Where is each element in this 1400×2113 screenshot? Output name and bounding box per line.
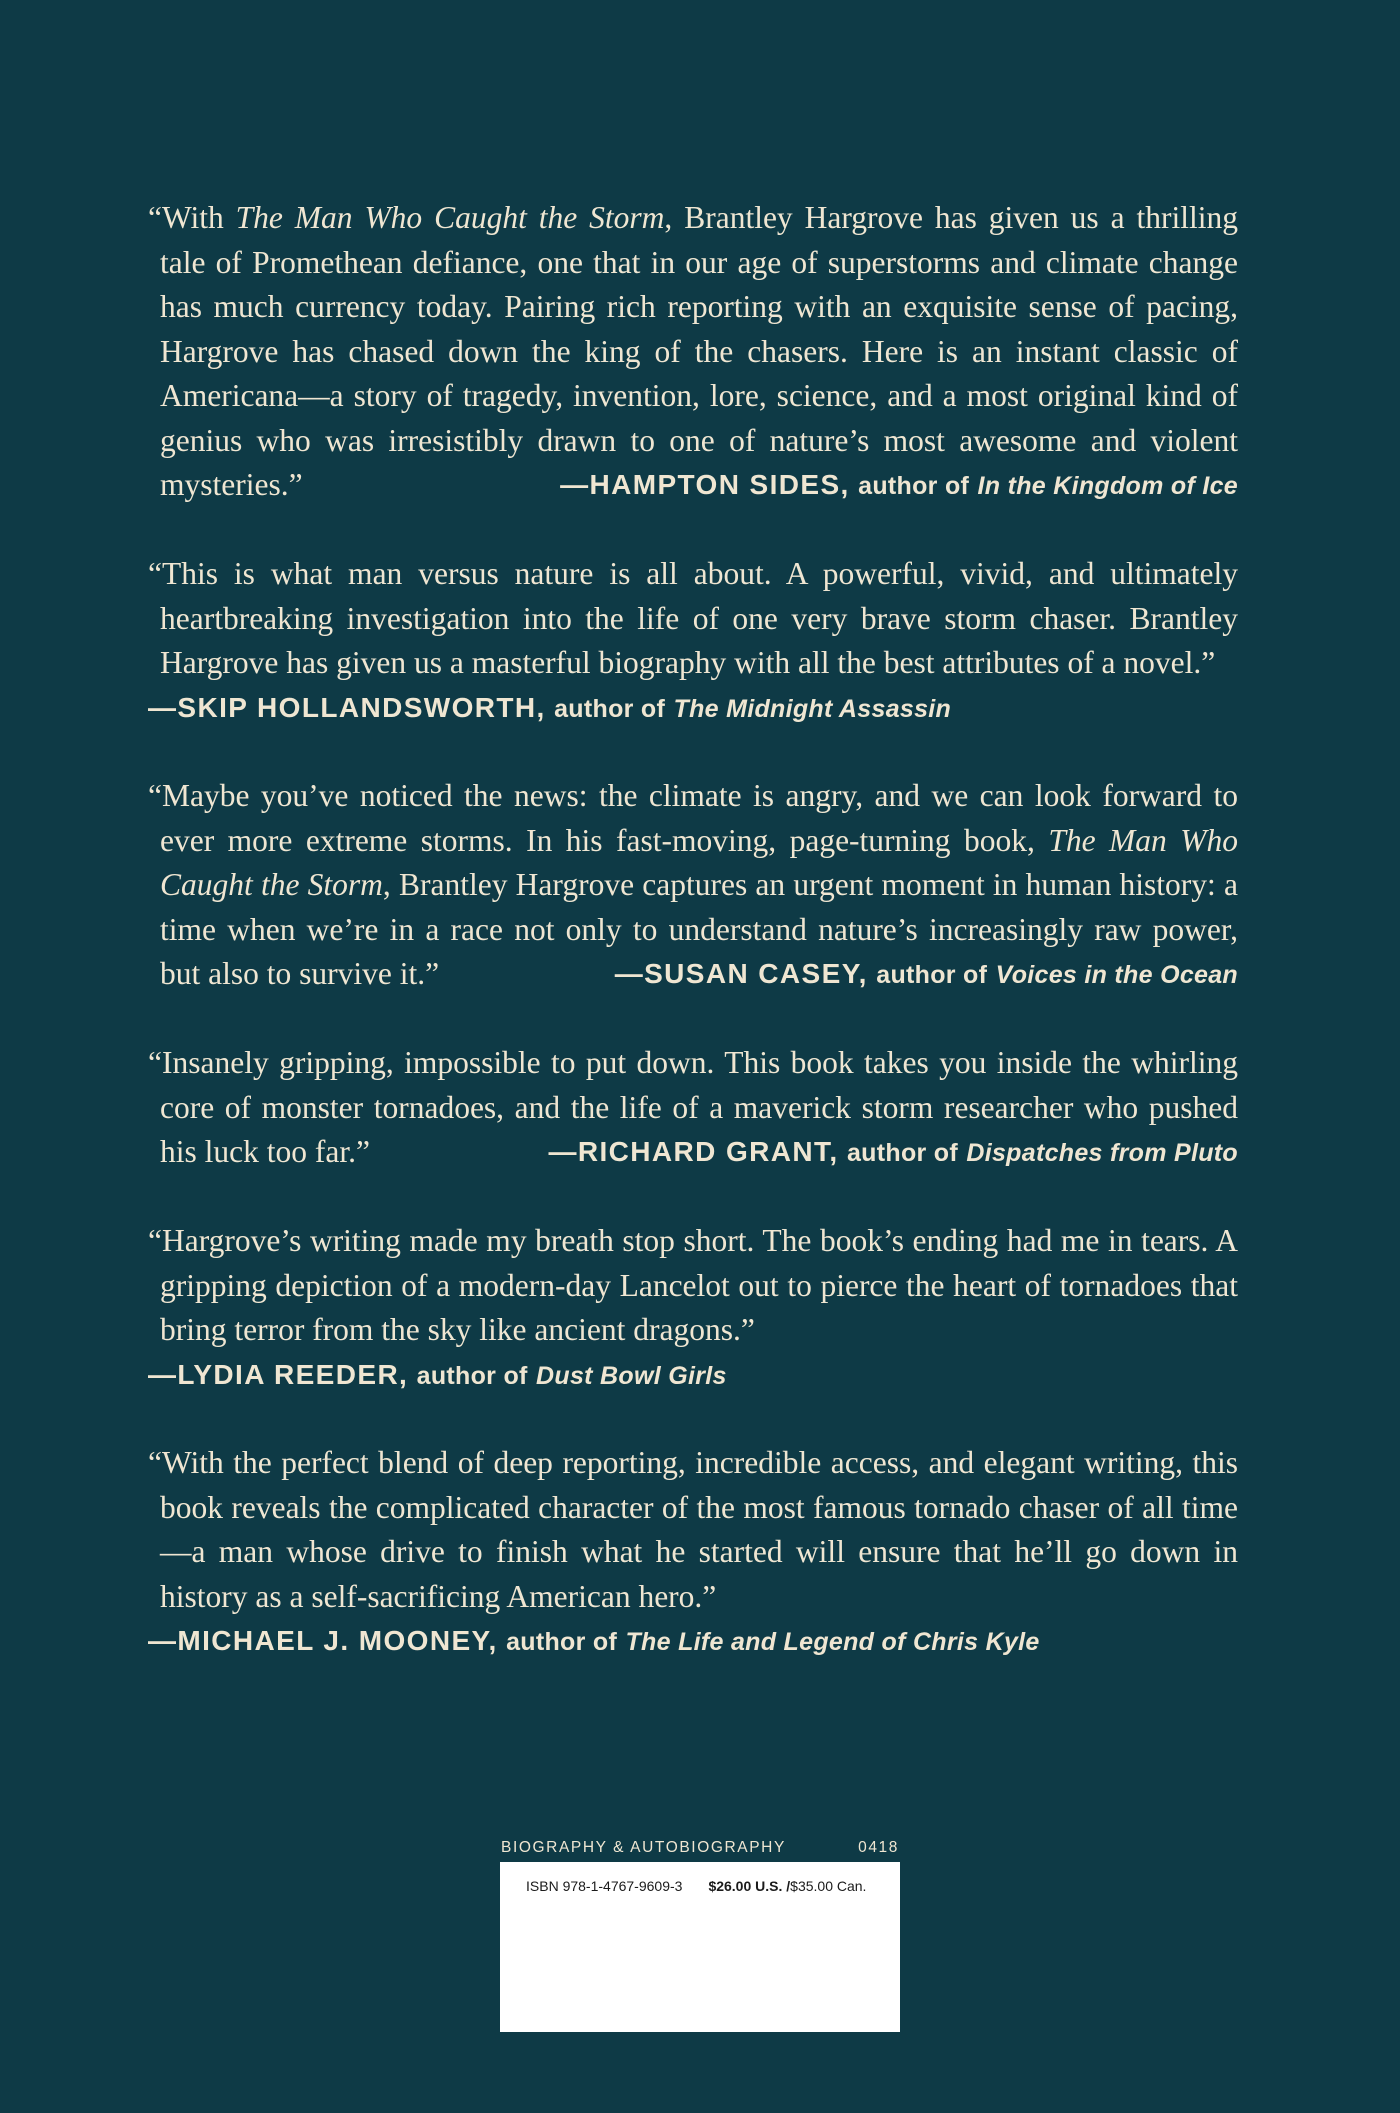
blurb-text bbox=[148, 774, 1238, 997]
blurb-text-end: , Brantley Hargrove captures an urgent moment in human history: a time when we’re in a race not only to understand nature’s increasingly raw power, but also to survive it.” bbox=[160, 867, 1238, 991]
author-work: Dust Bowl Girls bbox=[536, 1361, 727, 1390]
blurb-text: “This is what man versus nature is all about. A powerful, vivid, and ultimately heartbreaking investigation into the life of one very brave storm chaser. Brantley Hargrove has given us a masterful biography with all the best attributes of a novel.” bbox=[148, 556, 1238, 680]
blurb-text-body: “Insanely gripping, impossible to put down. This book takes you inside the whirling core of monster tornadoes, and the life of a maverick storm researcher who pushed his luck too far.” bbox=[148, 1045, 1238, 1169]
price-us: $26.00 U.S. / bbox=[708, 1878, 791, 1894]
blurb-michael-mooney bbox=[148, 1441, 1238, 1665]
attribution bbox=[148, 686, 1238, 732]
barcode-box bbox=[500, 1862, 900, 2032]
barcode-area bbox=[500, 1834, 900, 2032]
author-of-label: author of bbox=[858, 472, 970, 500]
price bbox=[708, 1878, 866, 1894]
author-work: Dispatches from Pluto bbox=[966, 1139, 1238, 1167]
isbn: ISBN 978-1-4767-9609-3 bbox=[526, 1878, 683, 1894]
author-work: Voices in the Ocean bbox=[995, 961, 1238, 989]
author-name: —SKIP HOLLANDSWORTH, bbox=[148, 691, 546, 723]
author-name: —SUSAN CASEY, bbox=[614, 958, 868, 989]
blurb-hampton-sides bbox=[148, 196, 1238, 509]
book-title: The Man Who Caught the Storm bbox=[160, 822, 1238, 902]
attribution bbox=[148, 1619, 1238, 1665]
blurb-skip-hollandsworth bbox=[148, 552, 1238, 731]
blurb-text-end: , Brantley Hargrove has given us a thrilling tale of Promethean defiance, one that in our age of superstorms and climate change has much currency today. Pairing rich reporting with an exquisite sense of pacing, Hargrove has chased down the king of the chasers. Here is an instant classic of Americana—a story of tragedy, invention, lore, science, and a most original kind of genius who was irresistibly drawn to one of nature’s most awesome and violent mysteries.” bbox=[160, 200, 1238, 502]
attribution bbox=[548, 1130, 1238, 1176]
book-title: The Man Who Caught the Storm bbox=[235, 200, 665, 235]
author-of-label: author of bbox=[846, 1139, 958, 1167]
author-work: The Midnight Assassin bbox=[673, 694, 952, 723]
author-of-label: author of bbox=[416, 1361, 528, 1390]
author-name: —RICHARD GRANT, bbox=[548, 1136, 839, 1167]
attribution bbox=[148, 1353, 1238, 1399]
author-of-label: author of bbox=[506, 1628, 618, 1656]
category-row bbox=[500, 1834, 900, 1862]
blurb-text: “Hargrove’s writing made my breath stop short. The book’s ending had me in tears. A gripping depiction of a modern-day Lancelot out to pierce the heart of tornadoes that bring terror from the sky like ancient dragons.” bbox=[148, 1223, 1238, 1347]
blurb-text-start: “With bbox=[148, 200, 236, 235]
blurb-text bbox=[148, 1041, 1238, 1175]
blurb-susan-casey bbox=[148, 774, 1238, 998]
author-name: —HAMPTON SIDES, bbox=[560, 469, 850, 500]
blurb-text-start: “Maybe you’ve noticed the news: the climate is angry, and we can look forward to ever more extreme storms. In his fast-moving, page-turning book, bbox=[148, 778, 1238, 858]
author-work: In the Kingdom of Ice bbox=[977, 472, 1238, 500]
author-name: —MICHAEL J. MOONEY, bbox=[148, 1625, 498, 1656]
author-name: —LYDIA REEDER, bbox=[148, 1358, 409, 1390]
blurb-text: “With the perfect blend of deep reporting, incredible access, and elegant writing, this book reveals the complicated character of the most famous tornado chaser of all time—a man whose drive to finish what he started will ensure that he’ll go down in history as a self-sacrificing American hero.” bbox=[148, 1445, 1238, 1614]
author-of-label: author of bbox=[876, 961, 988, 989]
price-can: $35.00 Can. bbox=[790, 1878, 867, 1894]
blurb-richard-grant bbox=[148, 1041, 1238, 1176]
author-work: The Life and Legend of Chris Kyle bbox=[625, 1628, 1040, 1656]
blurb-text bbox=[148, 196, 1238, 508]
blurb-lydia-reeder bbox=[148, 1219, 1238, 1398]
author-of-label: author of bbox=[554, 694, 666, 723]
barcode-info bbox=[526, 1878, 866, 1894]
catalog-code: 0418 bbox=[858, 1839, 899, 1856]
category-label: BIOGRAPHY & AUTOBIOGRAPHY bbox=[501, 1839, 786, 1856]
attribution bbox=[560, 463, 1238, 509]
attribution bbox=[614, 952, 1238, 998]
